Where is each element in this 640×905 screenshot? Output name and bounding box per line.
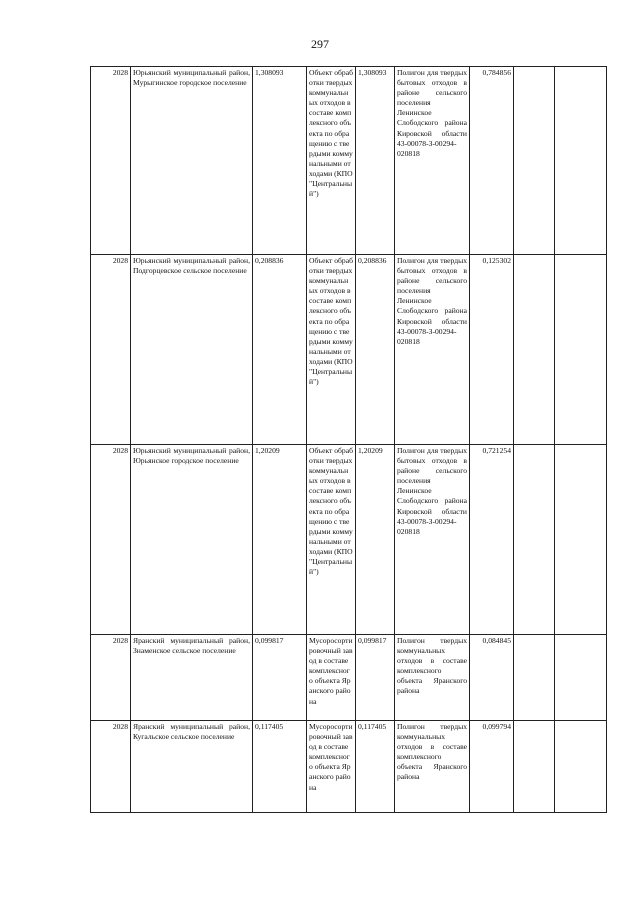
table-row: [91, 445, 607, 635]
year-cell: 2028: [91, 67, 131, 255]
disposal-site-cell: Полигон для твердых бытовых отходов в районе сельского поселения Ленинское Слободского района Кировской области 43-00078-З-00294-020818: [395, 445, 470, 635]
volume-cell: 1,308093: [253, 67, 307, 255]
disposal-volume-cell: 0,721254: [470, 445, 514, 635]
disposal-site-cell: Полигон твердых коммунальных отходов в составе комплексного объекта Яранского района: [395, 721, 470, 813]
empty-cell: [555, 255, 607, 445]
municipality-cell: Юрьянский муниципальный район, Подгорцевское сельское поселение: [131, 255, 253, 445]
processed-volume-cell: 1,20209: [356, 445, 395, 635]
volume-cell: 0,208836: [253, 255, 307, 445]
municipality-cell: Юрьянский муниципальный район, Мурыгинское городское поселение: [131, 67, 253, 255]
year-cell: 2028: [91, 721, 131, 813]
waste-flow-table: [90, 66, 607, 813]
empty-cell: [514, 255, 555, 445]
year-cell: 2028: [91, 255, 131, 445]
disposal-site-cell: Полигон для твердых бытовых отходов в районе сельского поселения Ленинское Слободского района Кировской области 43-00078-З-00294-020818: [395, 255, 470, 445]
year-cell: 2028: [91, 635, 131, 721]
table-row: [91, 635, 607, 721]
empty-cell: [514, 635, 555, 721]
processing-object-cell: Мусоросортировочный завод в составе комплексного объекта Яранского района: [307, 635, 356, 721]
volume-cell: 0,117405: [253, 721, 307, 813]
volume-cell: 0,099817: [253, 635, 307, 721]
municipality-cell: Яранский муниципальный район, Знаменское сельское поселение: [131, 635, 253, 721]
municipality-cell: Юрьянский муниципальный район, Юрьянское городское поселение: [131, 445, 253, 635]
table-row: [91, 255, 607, 445]
processing-object-cell: Объект обработки твердых коммунальных отходов в составе комплексного объекта по обращению с твердыми коммунальными отходами (КПО "Центральный"): [307, 445, 356, 635]
disposal-site-cell: Полигон твердых коммунальных отходов в составе комплексного объекта Яранского района: [395, 635, 470, 721]
processed-volume-cell: 0,117405: [356, 721, 395, 813]
empty-cell: [514, 67, 555, 255]
processed-volume-cell: 0,208836: [356, 255, 395, 445]
processed-volume-cell: 1,308093: [356, 67, 395, 255]
volume-cell: 1,20209: [253, 445, 307, 635]
municipality-cell: Яранский муниципальный район, Кугальское сельское поселение: [131, 721, 253, 813]
table-row: [91, 721, 607, 813]
empty-cell: [555, 635, 607, 721]
disposal-volume-cell: 0,784856: [470, 67, 514, 255]
disposal-volume-cell: 0,125302: [470, 255, 514, 445]
year-cell: 2028: [91, 445, 131, 635]
empty-cell: [555, 445, 607, 635]
empty-cell: [555, 67, 607, 255]
processing-object-cell: Мусоросортировочный завод в составе комплексного объекта Яранского района: [307, 721, 356, 813]
table-row: [91, 67, 607, 255]
disposal-volume-cell: 0,084845: [470, 635, 514, 721]
processed-volume-cell: 0,099817: [356, 635, 395, 721]
processing-object-cell: Объект обработки твердых коммунальных отходов в составе комплексного объекта по обращению с твердыми коммунальными отходами (КПО "Центральный"): [307, 67, 356, 255]
processing-object-cell: Объект обработки твердых коммунальных отходов в составе комплексного объекта по обращению с твердыми коммунальными отходами (КПО "Центральный"): [307, 255, 356, 445]
disposal-volume-cell: 0,099794: [470, 721, 514, 813]
page-number: 297: [311, 37, 329, 51]
empty-cell: [555, 721, 607, 813]
empty-cell: [514, 721, 555, 813]
disposal-site-cell: Полигон для твердых бытовых отходов в районе сельского поселения Ленинское Слободского района Кировской области 43-00078-З-00294-020818: [395, 67, 470, 255]
empty-cell: [514, 445, 555, 635]
